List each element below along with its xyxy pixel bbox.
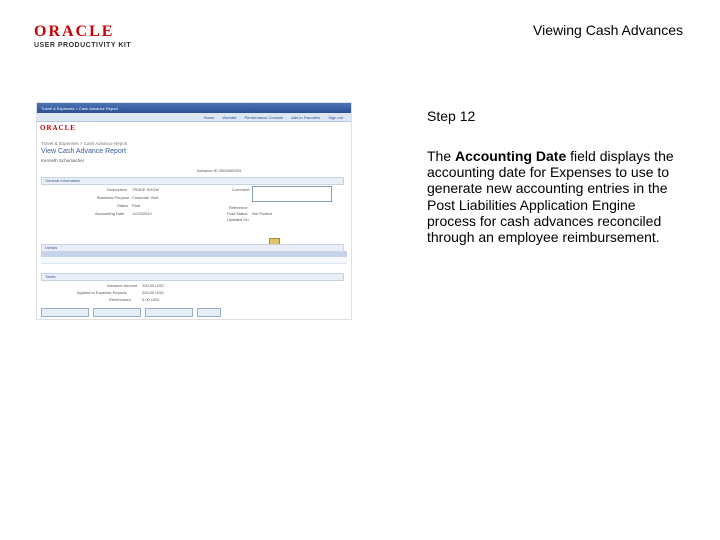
screenshot-comment-label: Comment: [232, 187, 250, 192]
step-number: Step 12: [427, 108, 476, 124]
screenshot-return-button: [41, 308, 89, 317]
screenshot-applied-label: Applied to Expense Reports: [77, 290, 127, 295]
screenshot-reimbursed-label: Reimbursed: [109, 297, 131, 302]
screenshot-menu-bar: [37, 103, 351, 113]
description-prefix: The: [427, 148, 456, 164]
screenshot-purpose-value: Customer Visit: [132, 195, 158, 200]
screenshot-nav-link: Performance Console: [244, 114, 284, 120]
oracle-upk-logo: [34, 24, 131, 49]
screenshot-applied-value: 200.00 USD: [142, 290, 164, 295]
screenshot-purpose-label: Business Purpose: [97, 195, 130, 200]
screenshot-breadcrumb: Travel & Expenses > Cash Advance Report: [41, 141, 128, 146]
application-screenshot: [36, 102, 352, 320]
step-description: [427, 148, 687, 245]
screenshot-advance-amount-label: Advance Amount: [107, 283, 138, 288]
screenshot-reimbursed-value: 0.00 USD: [142, 297, 160, 302]
screenshot-general-section: General Information: [41, 177, 344, 185]
screenshot-nav-link: Sign out: [328, 114, 343, 120]
screenshot-advance-id: Advance ID 0000000253: [197, 168, 242, 173]
screenshot-nav-link: Add to Favorites: [291, 114, 321, 120]
screenshot-previous-button: [93, 308, 141, 317]
screenshot-oracle-logo: ORACLE: [40, 124, 76, 132]
screenshot-details-section: Details: [41, 244, 344, 252]
upk-product-name: USER PRODUCTIVITY KIT: [34, 42, 132, 49]
screenshot-status-label: Status: [117, 203, 129, 208]
screenshot-table-row: [41, 257, 347, 264]
screenshot-description-value: TRADE SHOW: [132, 187, 160, 192]
screenshot-details-table: [41, 251, 347, 264]
screenshot-notify-button: [197, 308, 221, 317]
screenshot-post-status-label: Post Status: [227, 211, 248, 216]
screenshot-button-row: [41, 308, 221, 317]
screenshot-totals-section: Totals: [41, 273, 344, 281]
screenshot-nav-link: Home: [203, 114, 215, 120]
screenshot-advance-amount-value: 200.00 USD: [142, 283, 164, 288]
screenshot-description-label: Description: [107, 187, 128, 192]
description-field-name: Accounting Date: [455, 148, 567, 164]
screenshot-post-status-value: Not Posted: [252, 211, 272, 216]
screenshot-updated-label: Updated On: [227, 217, 249, 222]
screenshot-comment-box: [252, 186, 332, 202]
screenshot-accounting-date-value: 11/29/2010: [132, 211, 152, 216]
screenshot-status-value: Paid: [132, 203, 141, 208]
oracle-wordmark: ORACLE: [34, 23, 115, 40]
screenshot-next-button: [145, 308, 193, 317]
screenshot-menu-item: Travel & Expenses > Cash Advance Report: [41, 105, 118, 111]
screenshot-page-title: View Cash Advance Report: [41, 148, 127, 155]
page-title: Viewing Cash Advances: [533, 22, 683, 38]
description-suffix: field displays the accounting date for Expenses to use to generate new accounting entries in the Post Liabilities Application Engine process for cash advances reconciled through an employee reimbursement.: [427, 148, 674, 246]
screenshot-nav-link: Worklist: [222, 114, 237, 120]
screenshot-accounting-date-label: Accounting Date: [95, 211, 125, 216]
screenshot-nav-bar: [37, 113, 351, 122]
screenshot-reference-label: Reference: [229, 205, 248, 210]
screenshot-logo-row: [37, 122, 351, 134]
screenshot-employee-name: Kenneth Schumacher: [41, 158, 85, 163]
